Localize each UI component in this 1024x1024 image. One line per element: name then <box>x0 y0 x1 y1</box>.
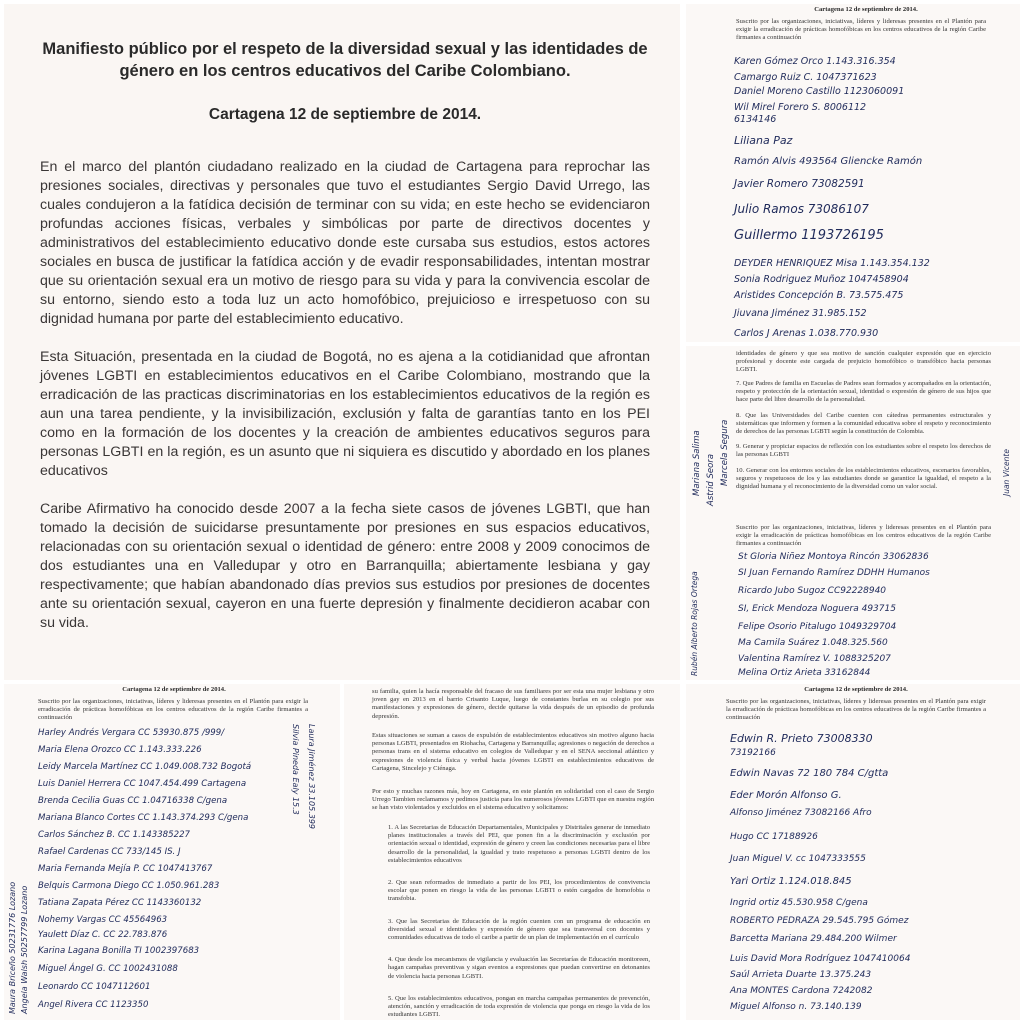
signature: Miguel Ángel G. CC 1002431088 <box>38 964 178 974</box>
page-text-p2: Estas situaciones se suman a casos de expulsión de establecimientos educativos sin motivo alguno hacia personas LGBTI, presentados en Riohacha, Cartagena y Barranquilla; agresiones o negación de derechos a personas trans en el sistema educativo en colegios de Valledupar y en el SENA seccional atlántico y expresiones de violencia física y verbal hacia jóvenes LGBTI en establecimientos educativos de Cartagena, Sincelejo y Ciénaga. <box>372 732 654 772</box>
vertical-signature: Marcela Segura <box>720 419 730 486</box>
signature: Alfonso Jiménez 73082166 Afro <box>730 808 872 818</box>
manifesto-page <box>4 4 680 680</box>
signature: Juan Miguel V. cc 1047333555 <box>730 854 866 864</box>
signature: Yari Ortiz 1.124.018.845 <box>730 876 852 887</box>
manifesto-paragraph-1: En el marco del plantón ciudadano realizado en la ciudad de Cartagena para reprochar las presiones sociales, directivas y personales que tuvo el estudiantes Sergio David Urrego, las cuales condujeron a la fatídica decisión de terminar con su vida; en este hecho se evidenciaron profundas acciones físicas, verbales y simbólicas por parte de directivos docentes y administrativos del establecimiento educativo donde este cursaba sus estudios, estos actores sociales en busca de justificar la fatídica acción y de evadir responsabilidades, intentan mostrar que su orientación sexual era un motivo de riesgo para su vida y para la convivencia escolar de su entorno, siendo esto a toda luz un acto homofóbico, prejuicioso e irrespetuoso con su dignidad humana por parte del establecimiento educativo. <box>40 159 650 327</box>
manifesto-paragraph-2: Esta Situación, presentada en la ciudad de Bogotá, no es ajena a la cotidianidad que afrontan jóvenes LGBTI en establecimientos educativos en el Caribe Colombiano, mostrando que la erradicación de las practicas discriminatorias en los establecimientos educativos de la región es aun una tarea pendiente, y la invisibilización, exclusión y falta de garantías tanto en los PEI como en la formación de los docentes y la creación de ambientes educativos seguros para personas LGBTI en la región, es un asunto que ni siquiera es discutido y abordado en los planes educativos <box>40 349 650 479</box>
signature: Carlos Sánchez B. CC 1.143385227 <box>38 830 191 840</box>
page-intro: Suscrito por las organizaciones, iniciativas, líderes y lideresas presentes en el Plantón para exigir la erradicación de prácticas homofóbicas en los centros educativos de la región Caribe firmantes a continuación <box>38 698 308 722</box>
page-text-top: identidades de género y que sea motivo de sanción cualquier expresión que en ejercicio profesional y docente este cargada de prejuicio homofóbico o transfóbico hacia personas LGBTI. <box>736 350 991 374</box>
signature: Saúl Arrieta Duarte 13.375.243 <box>730 970 872 980</box>
signature: Edwin R. Prieto 73008330 <box>730 732 873 745</box>
manifesto-date: Cartagena 12 de septiembre de 2014. <box>208 106 482 123</box>
signature: SI, Erick Mendoza Noguera 493715 <box>738 604 896 614</box>
page-date: Cartagena 12 de septiembre de 2014. <box>804 686 908 693</box>
signature: 6134146 <box>734 114 777 125</box>
signature: Belquis Carmona Diego CC 1.050.961.283 <box>38 881 220 891</box>
signature: Hugo CC 17188926 <box>730 832 818 842</box>
signature: Harley Andrés Vergara CC 53930.875 /999/ <box>38 728 225 738</box>
list-item: 5. Que los establecimientos educativos, pongan en marcha campañas permanentes de prevención, atención, sanción y erradicación de toda expresión de violencia que ponga en riesgo la vida de los estudiantes LGBTI. <box>388 994 650 1019</box>
page-date: Cartagena 12 de septiembre de 2014. <box>814 6 918 13</box>
signature: Miguel Alfonso n. 73.140.139 <box>730 1002 862 1012</box>
signature: Ma Camila Suárez 1.048.325.560 <box>738 638 888 648</box>
signature: Julio Ramos 73086107 <box>734 202 869 216</box>
page-intro: Suscrito por las organizaciones, iniciativas, líderes y lideresas presentes en el Plantón para exigir la erradicación de prácticas homofóbicas en los centros educativos de la región Caribe firmantes a continuación <box>736 524 991 548</box>
signature: Sonia Rodriguez Muñoz 1047458904 <box>734 274 909 285</box>
manifesto-page-2 <box>344 684 680 1020</box>
signature: Javier Romero 73082591 <box>734 178 865 190</box>
list-item: 9. Generar y propiciar espacios de reflexión con los estudiantes sobre el respeto los derechos de las personas LGBTI <box>736 443 991 459</box>
signature: Felipe Osorio Pitalugo 1049329704 <box>738 622 897 632</box>
signature: 73192166 <box>730 748 776 758</box>
signature: Barcetta Mariana 29.484.200 Wilmer <box>730 934 897 944</box>
manifesto-paragraph-3: Caribe Afirmativo ha conocido desde 2007 a la fecha siete casos de jóvenes LGBTI, que han tomado la decisión de suicidarse presuntamente por presiones en sus espacios educativos, relacionadas con su orientación sexual o identidad de género: entre 2008 y 2009 conocimos de dos estudiantes una en Valledupar y otro en Barranquilla; abiertamente lesbiana y gay respectivamente; que habían abandonado días previos sus estudios por presiones de docentes ante su orientación sexual, cayeron en una fuerte depresión y finalmente decidieron acabar con su vida. <box>40 501 650 631</box>
signature: Tatiana Zapata Pérez CC 1143360132 <box>38 898 202 908</box>
signature: Brenda Cecilia Guas CC 1.04716338 C/gena <box>38 796 228 806</box>
vertical-signature: Mariana Salima <box>692 430 702 496</box>
signature: Camargo Ruiz C. 1047371623 <box>734 72 877 83</box>
list-item: 2. Que sean reformados de inmediato a partir de los PEI, los procedimientos de convivencia escolar que ponen en riesgo la vida de las personas LGBTI o estén cargados de homofobia o transfobia. <box>388 879 650 903</box>
signature: Leidy Marcela Martínez CC 1.049.008.732 Bogotá <box>38 762 252 772</box>
list-item: 7. Que Padres de familia en Escuelas de Padres sean formados y acompañados en la orientación, respeto y protección de la orientación sexual, identidad o expresión de género de sus hijos que hace parte del libre desarrollo de la personalidad. <box>736 380 991 404</box>
signature: Aristides Concepción B. 73.575.475 <box>734 290 904 301</box>
page-text-p3: Por esto y muchas razones más, hoy en Cartagena, en este plantón en solidaridad con el caso de Sergio Urrego Tambien reclamamos y pedimos justicia para los numerosos jóvenes LGBTI que en nuestra región se han visto violentados y excluidos en el sistema educativo y solicitamos: <box>372 788 654 812</box>
signature: Jiuvana Jiménez 31.985.152 <box>734 308 867 319</box>
signature: Luis David Mora Rodríguez 1047410064 <box>730 954 911 964</box>
signature: Ramón Alvis 493564 Gliencke Ramón <box>734 156 923 167</box>
signature: Karina Lagana Bonilla TI 1002397683 <box>38 946 200 956</box>
page-items <box>736 380 991 498</box>
list-item: 3. Que las Secretarias de Educación de la región cuenten con un programa de educación en diversidad sexual e identidades y expresión de género que sea transversal con docentes y comunidades educativas de todo el caribe a partir de un plan de implementación en el currículo <box>388 917 650 942</box>
signature: Wil Mirel Forero S. 8006112 <box>734 102 867 113</box>
signature: Ingrid ortiz 45.530.958 C/gena <box>730 898 868 908</box>
signature: Mariana Blanco Cortes CC 1.143.374.293 C/gena <box>38 813 249 823</box>
signature: Carlos J Arenas 1.038.770.930 <box>734 328 879 339</box>
list-item: 8. Que las Universidades del Caribe cuenten con cátedras permanentes estructurales y sistemáticas que informen y formen a la comunidad educativa sobre el respeto y reconocimiento de derechos de las personas LGBTI según la constitución de Colombia. <box>736 411 991 436</box>
demands-list <box>388 824 650 1020</box>
signature-page-bottom-left <box>4 684 340 1020</box>
list-item: 4. Que desde los mecanismos de vigilancia y evaluación las Secretarías de Educación monitoreen, hagan campañas preventivas y sigan eventos a expresiones que puedan convertirse en detonantes de violencia hacia personas LGBTI. <box>388 956 650 980</box>
signature: Rafael Cardenas CC 733/145 IS. J <box>38 847 181 857</box>
signature: Maria Fernanda Mejía P. CC 1047413767 <box>38 864 213 874</box>
page-date: Cartagena 12 de septiembre de 2014. <box>122 686 226 693</box>
list-item: 10. Generar con los entornos sociales de los establecimientos educativos, escenarios favorables, seguros y respetuosos de los y las estudiantes donde se garantice la igualdad, el respeto a la dignidad humana y el reconocimiento de la diversidad como un valor social. <box>736 466 991 491</box>
signature: Leonardo CC 1047112601 <box>38 982 151 992</box>
signature: Maria Elena Orozco CC 1.143.333.226 <box>38 745 202 755</box>
manifesto-title: Manifiesto público por el respeto de la diversidad sexual y las identidades de género en los centros educativos del Caribe Colombiano. <box>42 40 648 80</box>
signature: Edwin Navas 72 180 784 C/gtta <box>730 768 889 779</box>
signature: SI Juan Fernando Ramírez DDHH Humanos <box>738 568 930 578</box>
signature: Luis Daniel Herrera CC 1047.454.499 Cartagena <box>38 779 247 789</box>
signature: St Gloria Niñez Montoya Rincón 33062836 <box>738 552 929 562</box>
signature: Guillermo 1193726195 <box>734 228 884 243</box>
signature: Eder Morón Alfonso G. <box>730 790 842 801</box>
signature: Yaulett Díaz C. CC 22.783.876 <box>38 930 168 940</box>
vertical-signature: Juan Vicente <box>1002 449 1011 496</box>
vertical-signature: Laura Jiménez 33.105.399 <box>307 724 316 829</box>
page-intro: Suscrito por las organizaciones, iniciativas, líderes y lideresas presentes en el Plantón para exigir la erradicación de prácticas homofóbicas en los centros educativos de la región Caribe firmantes a continuación <box>736 18 986 42</box>
signature: Ricardo Jubo Sugoz CC92228940 <box>738 586 887 596</box>
page-intro: Suscrito por las organizaciones, iniciativas, líderes y lideresas presentes en el Plantón para exigir la erradicación de prácticas homofóbicas en los centros educativos de la región Caribe firmantes a continuación <box>726 698 986 722</box>
signature: Ana MONTES Cardona 7242082 <box>730 986 873 996</box>
signature: Melina Ortiz Arieta 33162844 <box>738 668 871 678</box>
signature: ROBERTO PEDRAZA 29.545.795 Gómez <box>730 916 909 926</box>
signature: Nohemy Vargas CC 45564963 <box>38 915 168 925</box>
vertical-signature: Angela Walsh 50257799 Lozano <box>20 885 29 1014</box>
vertical-signature: Rubén Alberto Rojas Ortega <box>690 571 699 676</box>
signature-page-middle-right <box>686 346 1020 680</box>
signature: Daniel Moreno Castillo 1123060091 <box>734 86 905 97</box>
vertical-signature: Astrid Seora <box>706 453 716 506</box>
vertical-signature: Silvia Pineda Ealy 15.3 <box>291 724 300 815</box>
signature: Karen Gómez Orco 1.143.316.354 <box>734 56 896 67</box>
signature-page-bottom-right <box>686 684 1020 1020</box>
signature-page-top-right <box>686 4 1020 342</box>
list-item: 1. A las Secretarias de Educación Departamentales, Municipales y Distritales generar de inmediato planes institucionales a través del PEI, que ponen fin a la discriminación y exclusión por orientación sexual o identidad, expresión de género y creen las condiciones necesarias para el libre desarrollo de la personalidad, la igualdad y trato respetuoso a personas LGBTI dentro de los establecimientos educativos <box>388 824 650 864</box>
signature: Valentina Ramírez V. 1088325207 <box>738 654 891 664</box>
vertical-signature: Maura Briceño 50231776 Lozano <box>8 881 17 1014</box>
page-text-top: su familia, quien la hacía responsable del fracaso de sus familiares por ser esta una mujer lesbiana y otro joven gay en 2013 en el barrio Crisanto Luque, luego de constantes burlas en su colegio por sus manifestaciones y expresiones de género, decide quitarse la vida después de un episodio de profunda depresión. <box>372 688 654 720</box>
signature: Liliana Paz <box>734 134 793 147</box>
signature: Angel Rivera CC 1123350 <box>38 1000 149 1010</box>
signature: DEYDER HENRIQUEZ Misa 1.143.354.132 <box>734 258 930 269</box>
